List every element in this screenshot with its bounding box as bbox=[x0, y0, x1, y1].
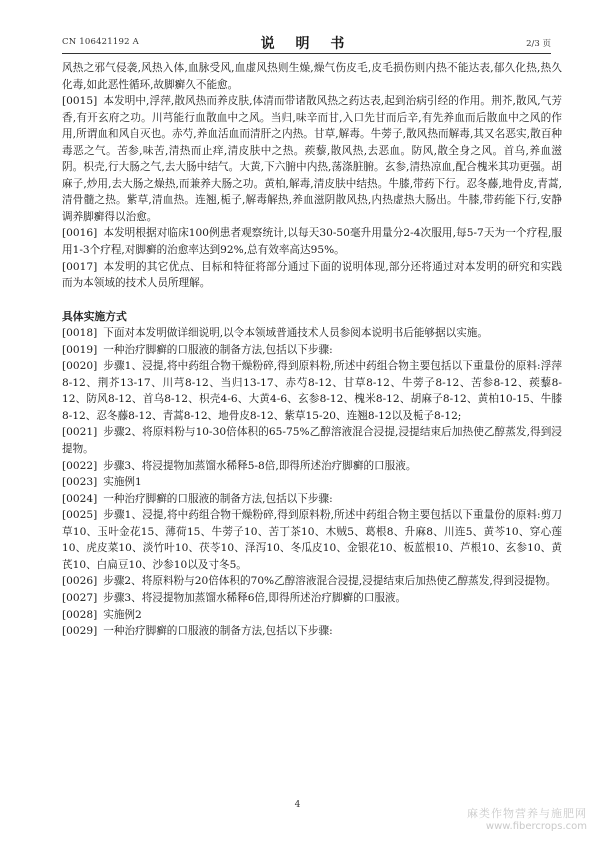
numbered-paragraph bbox=[62, 590, 562, 607]
numbered-paragraph bbox=[62, 325, 562, 342]
paragraph-number: [0018] bbox=[62, 327, 98, 340]
paragraph-number: [0029] bbox=[62, 625, 98, 638]
paragraph-number: [0022] bbox=[62, 459, 98, 472]
numbered-paragraph bbox=[62, 474, 562, 491]
numbered-paragraph bbox=[62, 424, 562, 457]
paragraph-number: [0027] bbox=[62, 591, 98, 604]
paragraph-number: [0020] bbox=[62, 360, 98, 373]
paragraph-text: 本发明根据对临床100例患者观察统计,以每天30-50毫升用量分2-4次服用,每5-7天为一个疗程,服用1-3个疗程,对脚癣的治愈率达到92%,总有效率高达95%。 bbox=[62, 227, 562, 257]
numbered-paragraph bbox=[62, 623, 562, 640]
paragraph-text: 实施例1 bbox=[103, 476, 142, 489]
paragraph-text: 下面对本发明做详细说明,以令本领域普通技术人员参阅本说明书后能够据以实施。 bbox=[103, 327, 488, 340]
paragraph-text: 实施例2 bbox=[103, 608, 142, 621]
document-title: 说 明 书 bbox=[260, 36, 353, 52]
page-number: 4 bbox=[294, 800, 301, 810]
publication-number: CN 106421192 A bbox=[62, 37, 139, 47]
paragraph-number: [0025] bbox=[62, 509, 98, 522]
paragraph-text: 本发明的其它优点、目标和特征将部分通过下面的说明体现,部分还将通过对本发明的研究和实践而为本领域的技术人员所理解。 bbox=[62, 260, 562, 290]
paragraph-text: 步骤1、浸提,将中药组合物干燥粉碎,得到原料粉,所述中药组合物主要包括以下重量份的原料:剪刀草10、玉叶金花15、薄荷15、牛蒡子10、苦丁茶10、木贼5、葛根8、升麻8、川连5、黄芩10、穿心莲10、虎皮菜10、淡竹叶10、茯苓10、泽泻10、冬瓜皮10、金银花10、板蓝根10、芦根10、玄参10、黄芪10、白扁豆10、沙参10以及寸冬5。 bbox=[62, 509, 562, 571]
paragraph-text: 步骤2、将原料粉与10-30倍体积的65-75%乙醇溶液混合浸提,浸提结束后加热使乙醇蒸发,得到浸提物。 bbox=[62, 426, 562, 456]
site-watermark bbox=[467, 805, 587, 832]
watermark-text: 麻类作物营养与施肥网 bbox=[467, 807, 587, 820]
paragraph-text: 本发明中,浮萍,散风热而养皮肤,体清而带诸散风热之药达表,起到治病引经的作用。荆芥,散风,气芳香,有开玄府之功。川芎能行血散血中之风。当归,味辛而甘,入口先甘而后辛,有先养血而后散血中之风的作用,所谓血和风自灭也。赤芍,养血活血而清肝之内热。甘草,解毒。牛蒡子,散风热而解毒,其又名恶实,散百种毒恶之气。苦参,味苦,清热而止痒,清皮肤中之热。蒺藜,散风热,去恶血。防风,散全身之风。首乌,养血滋阴。枳壳,行大肠之气,去大肠中结气。大黄,下六腑中内热,荡涤脏腑。玄参,清热凉血,配合槐米其功更强。胡麻子,炒用,去大肠之燥热,而兼养大肠之功。黄柏,解毒,清皮肤中结热。牛膝,带药下行。忍冬藤,地骨皮,青蒿,清骨髓之热。紫草,清血热。连翘,栀子,解毒解热,养血滋阴散风热,内热虚热大肠出。牛膝,带药能下行,安静调养脚癣得以治愈。 bbox=[62, 95, 562, 223]
numbered-paragraph bbox=[62, 225, 562, 258]
paragraph-number: [0015] bbox=[62, 95, 98, 108]
paragraph-text: 步骤1、浸提,将中药组合物干燥粉碎,得到原料粉,所述中药组合物主要包括以下重量份的原料:浮萍8-12、荆芥13-17、川芎8-12、当归13-17、赤芍8-12、甘草8-12、牛蒡子8-12、苦参8-12、蒺藜8-12、防风8-12、首乌8-12、枳壳4-6、大黄4-6、玄参8-12、槐米8-12、胡麻子8-12、黄柏10-15、牛膝8-12、忍冬藤8-12、青蒿8-12、地骨皮8-12、紫草15-20、连翘8-12以及栀子8-12; bbox=[62, 360, 562, 422]
paragraph-text: 步骤3、将浸提物加蒸馏水稀释6倍,即得所述治疗脚癣的口服液。 bbox=[103, 591, 407, 604]
numbered-paragraph bbox=[62, 607, 562, 624]
paragraph-text: 一种治疗脚癣的口服液的制备方法,包括以下步骤: bbox=[103, 343, 333, 356]
numbered-paragraph bbox=[62, 93, 562, 225]
page-header bbox=[62, 31, 551, 54]
paragraph-list-before-heading bbox=[62, 93, 562, 292]
numbered-paragraph bbox=[62, 507, 562, 573]
numbered-paragraph bbox=[62, 573, 562, 590]
paragraph-number: [0021] bbox=[62, 426, 98, 439]
paragraph-list-after-heading bbox=[62, 325, 562, 639]
document-body bbox=[62, 60, 562, 640]
paragraph-number: [0019] bbox=[62, 343, 98, 356]
paragraph-text: 步骤3、将浸提物加蒸馏水稀释5-8倍,即得所述治疗脚癣的口服液。 bbox=[103, 459, 417, 472]
numbered-paragraph bbox=[62, 342, 562, 359]
paragraph-number: [0026] bbox=[62, 575, 98, 588]
paragraph-number: [0023] bbox=[62, 476, 98, 489]
paragraph-text: 步骤2、将原料粉与20倍体积的70%乙醇溶液混合浸提,浸提结束后加热使乙醇蒸发,得到浸提物。 bbox=[103, 575, 557, 588]
numbered-paragraph bbox=[62, 458, 562, 475]
paragraph-text: 一种治疗脚癣的口服液的制备方法,包括以下步骤: bbox=[103, 492, 333, 505]
page-of-indicator: 2/3 页 bbox=[526, 39, 551, 49]
section-heading: 具体实施方式 bbox=[62, 309, 127, 323]
intro-paragraph: 风热之邪气侵袭,风热入体,血脉受风,血虚风热则生燥,燥气伤皮毛,皮毛损伤则内热不能达表,郁久化热,热久化毒,如此恶性循环,故脚癣久不能愈。 bbox=[62, 62, 562, 91]
paragraph-text: 一种治疗脚癣的口服液的制备方法,包括以下步骤: bbox=[103, 625, 333, 638]
numbered-paragraph bbox=[62, 491, 562, 508]
paragraph-number: [0017] bbox=[62, 260, 98, 273]
paragraph-number: [0024] bbox=[62, 492, 98, 505]
numbered-paragraph bbox=[62, 358, 562, 424]
paragraph-number: [0016] bbox=[62, 227, 98, 240]
numbered-paragraph bbox=[62, 259, 562, 292]
paragraph-number: [0028] bbox=[62, 608, 98, 621]
watermark-url: www.fibercrops.com bbox=[485, 821, 587, 832]
